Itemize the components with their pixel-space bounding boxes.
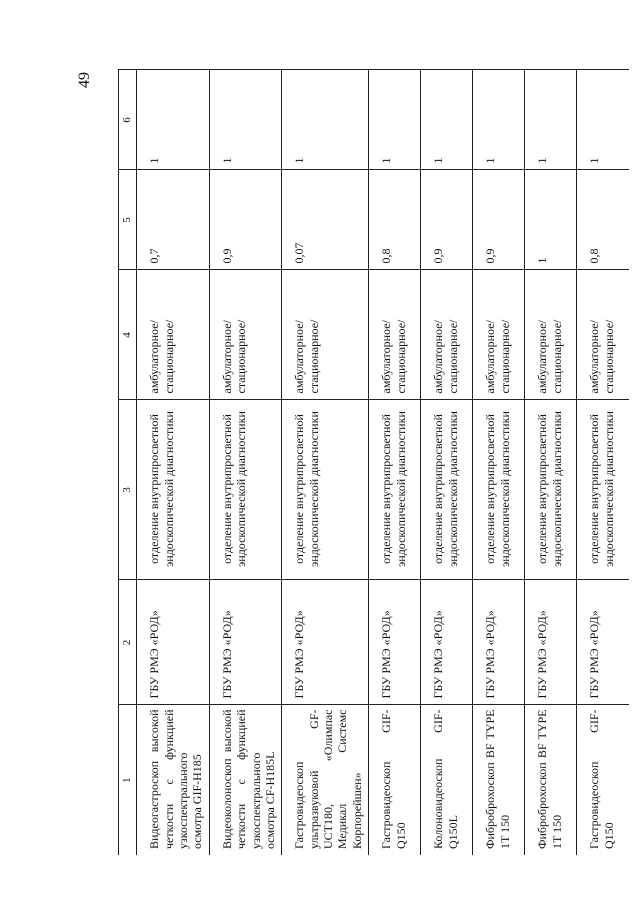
load-cell: 0,8 — [577, 170, 629, 270]
table-row — [137, 70, 210, 855]
equipment-name-cell: Колоновидеоскоп GIF-Q150L — [421, 705, 473, 855]
department-cell: отделение внутрипросветной эндоскопической диагностики — [473, 400, 525, 580]
quantity-cell: 1 — [525, 70, 577, 170]
organization-cell: ГБУ РМЭ «РОД» — [282, 580, 369, 705]
care-type-cell: амбулаторное/ стационарное/ — [525, 270, 577, 400]
equipment-name-cell: Видеоколоноскоп высокой четкости с функцией узкоспектрального осмотра CF-H185L — [209, 705, 282, 855]
quantity-cell: 1 — [577, 70, 629, 170]
equipment-table — [118, 70, 629, 856]
column-header-3: 3 — [119, 400, 137, 580]
quantity-cell: 1 — [421, 70, 473, 170]
table-row — [473, 70, 525, 855]
table-row — [209, 70, 282, 855]
equipment-name-cell: Видеогастроскоп высокой четкости с функцией узкоспектрального осмотра GIF-H185 — [137, 705, 210, 855]
care-type-cell: амбулаторное/ стационарное/ — [137, 270, 210, 400]
equipment-name-cell: Гастровидеоскоп ультразвуковой GF-UCT180, «Олимпас Медикал Системс Корпорейшен» — [282, 705, 369, 855]
department-cell: отделение внутрипросветной эндоскопической диагностики — [209, 400, 282, 580]
load-cell: 0,8 — [369, 170, 421, 270]
care-type-cell: амбулаторное/ стационарное/ — [369, 270, 421, 400]
load-cell: 0,7 — [137, 170, 210, 270]
organization-cell: ГБУ РМЭ «РОД» — [137, 580, 210, 705]
care-type-cell: амбулаторное/ стационарное/ — [209, 270, 282, 400]
department-cell: отделение внутрипросветной эндоскопической диагностики — [282, 400, 369, 580]
organization-cell: ГБУ РМЭ «РОД» — [525, 580, 577, 705]
department-cell: отделение внутрипросветной эндоскопической диагностики — [137, 400, 210, 580]
table-row — [577, 70, 629, 855]
organization-cell: ГБУ РМЭ «РОД» — [209, 580, 282, 705]
department-cell: отделение внутрипросветной эндоскопической диагностики — [577, 400, 629, 580]
quantity-cell: 1 — [369, 70, 421, 170]
care-type-cell: амбулаторное/ стационарное/ — [282, 270, 369, 400]
load-cell: 1 — [525, 170, 577, 270]
column-header-1: 1 — [119, 705, 137, 855]
department-cell: отделение внутрипросветной эндоскопической диагностики — [525, 400, 577, 580]
equipment-name-cell: Фиброброхоскоп BF TYPE 1T 150 — [525, 705, 577, 855]
care-type-cell: амбулаторное/ стационарное/ — [577, 270, 629, 400]
rotated-table-container — [118, 70, 616, 855]
quantity-cell: 1 — [282, 70, 369, 170]
quantity-cell: 1 — [209, 70, 282, 170]
quantity-cell: 1 — [473, 70, 525, 170]
table-row — [369, 70, 421, 855]
equipment-name-cell: Гастровидеоскоп GIF-Q150 — [369, 705, 421, 855]
table-row — [525, 70, 577, 855]
organization-cell: ГБУ РМЭ «РОД» — [577, 580, 629, 705]
column-header-5: 5 — [119, 170, 137, 270]
care-type-cell: амбулаторное/ стационарное/ — [473, 270, 525, 400]
equipment-name-cell: Гастровидеоскоп GIF-Q150 — [577, 705, 629, 855]
organization-cell: ГБУ РМЭ «РОД» — [369, 580, 421, 705]
care-type-cell: амбулаторное/ стационарное/ — [421, 270, 473, 400]
header-row — [119, 70, 137, 855]
department-cell: отделение внутрипросветной эндоскопической диагностики — [421, 400, 473, 580]
load-cell: 0,9 — [473, 170, 525, 270]
equipment-name-cell: Фиброброхоскоп BF TYPE 1T 150 — [473, 705, 525, 855]
column-header-6: 6 — [119, 70, 137, 170]
page-number: 49 — [76, 72, 93, 88]
load-cell: 0,9 — [209, 170, 282, 270]
load-cell: 0,07 — [282, 170, 369, 270]
organization-cell: ГБУ РМЭ «РОД» — [421, 580, 473, 705]
organization-cell: ГБУ РМЭ «РОД» — [473, 580, 525, 705]
table-row — [421, 70, 473, 855]
load-cell: 0,9 — [421, 170, 473, 270]
quantity-cell: 1 — [137, 70, 210, 170]
column-header-2: 2 — [119, 580, 137, 705]
department-cell: отделение внутрипросветной эндоскопической диагностики — [369, 400, 421, 580]
table-row — [282, 70, 369, 855]
column-header-4: 4 — [119, 270, 137, 400]
